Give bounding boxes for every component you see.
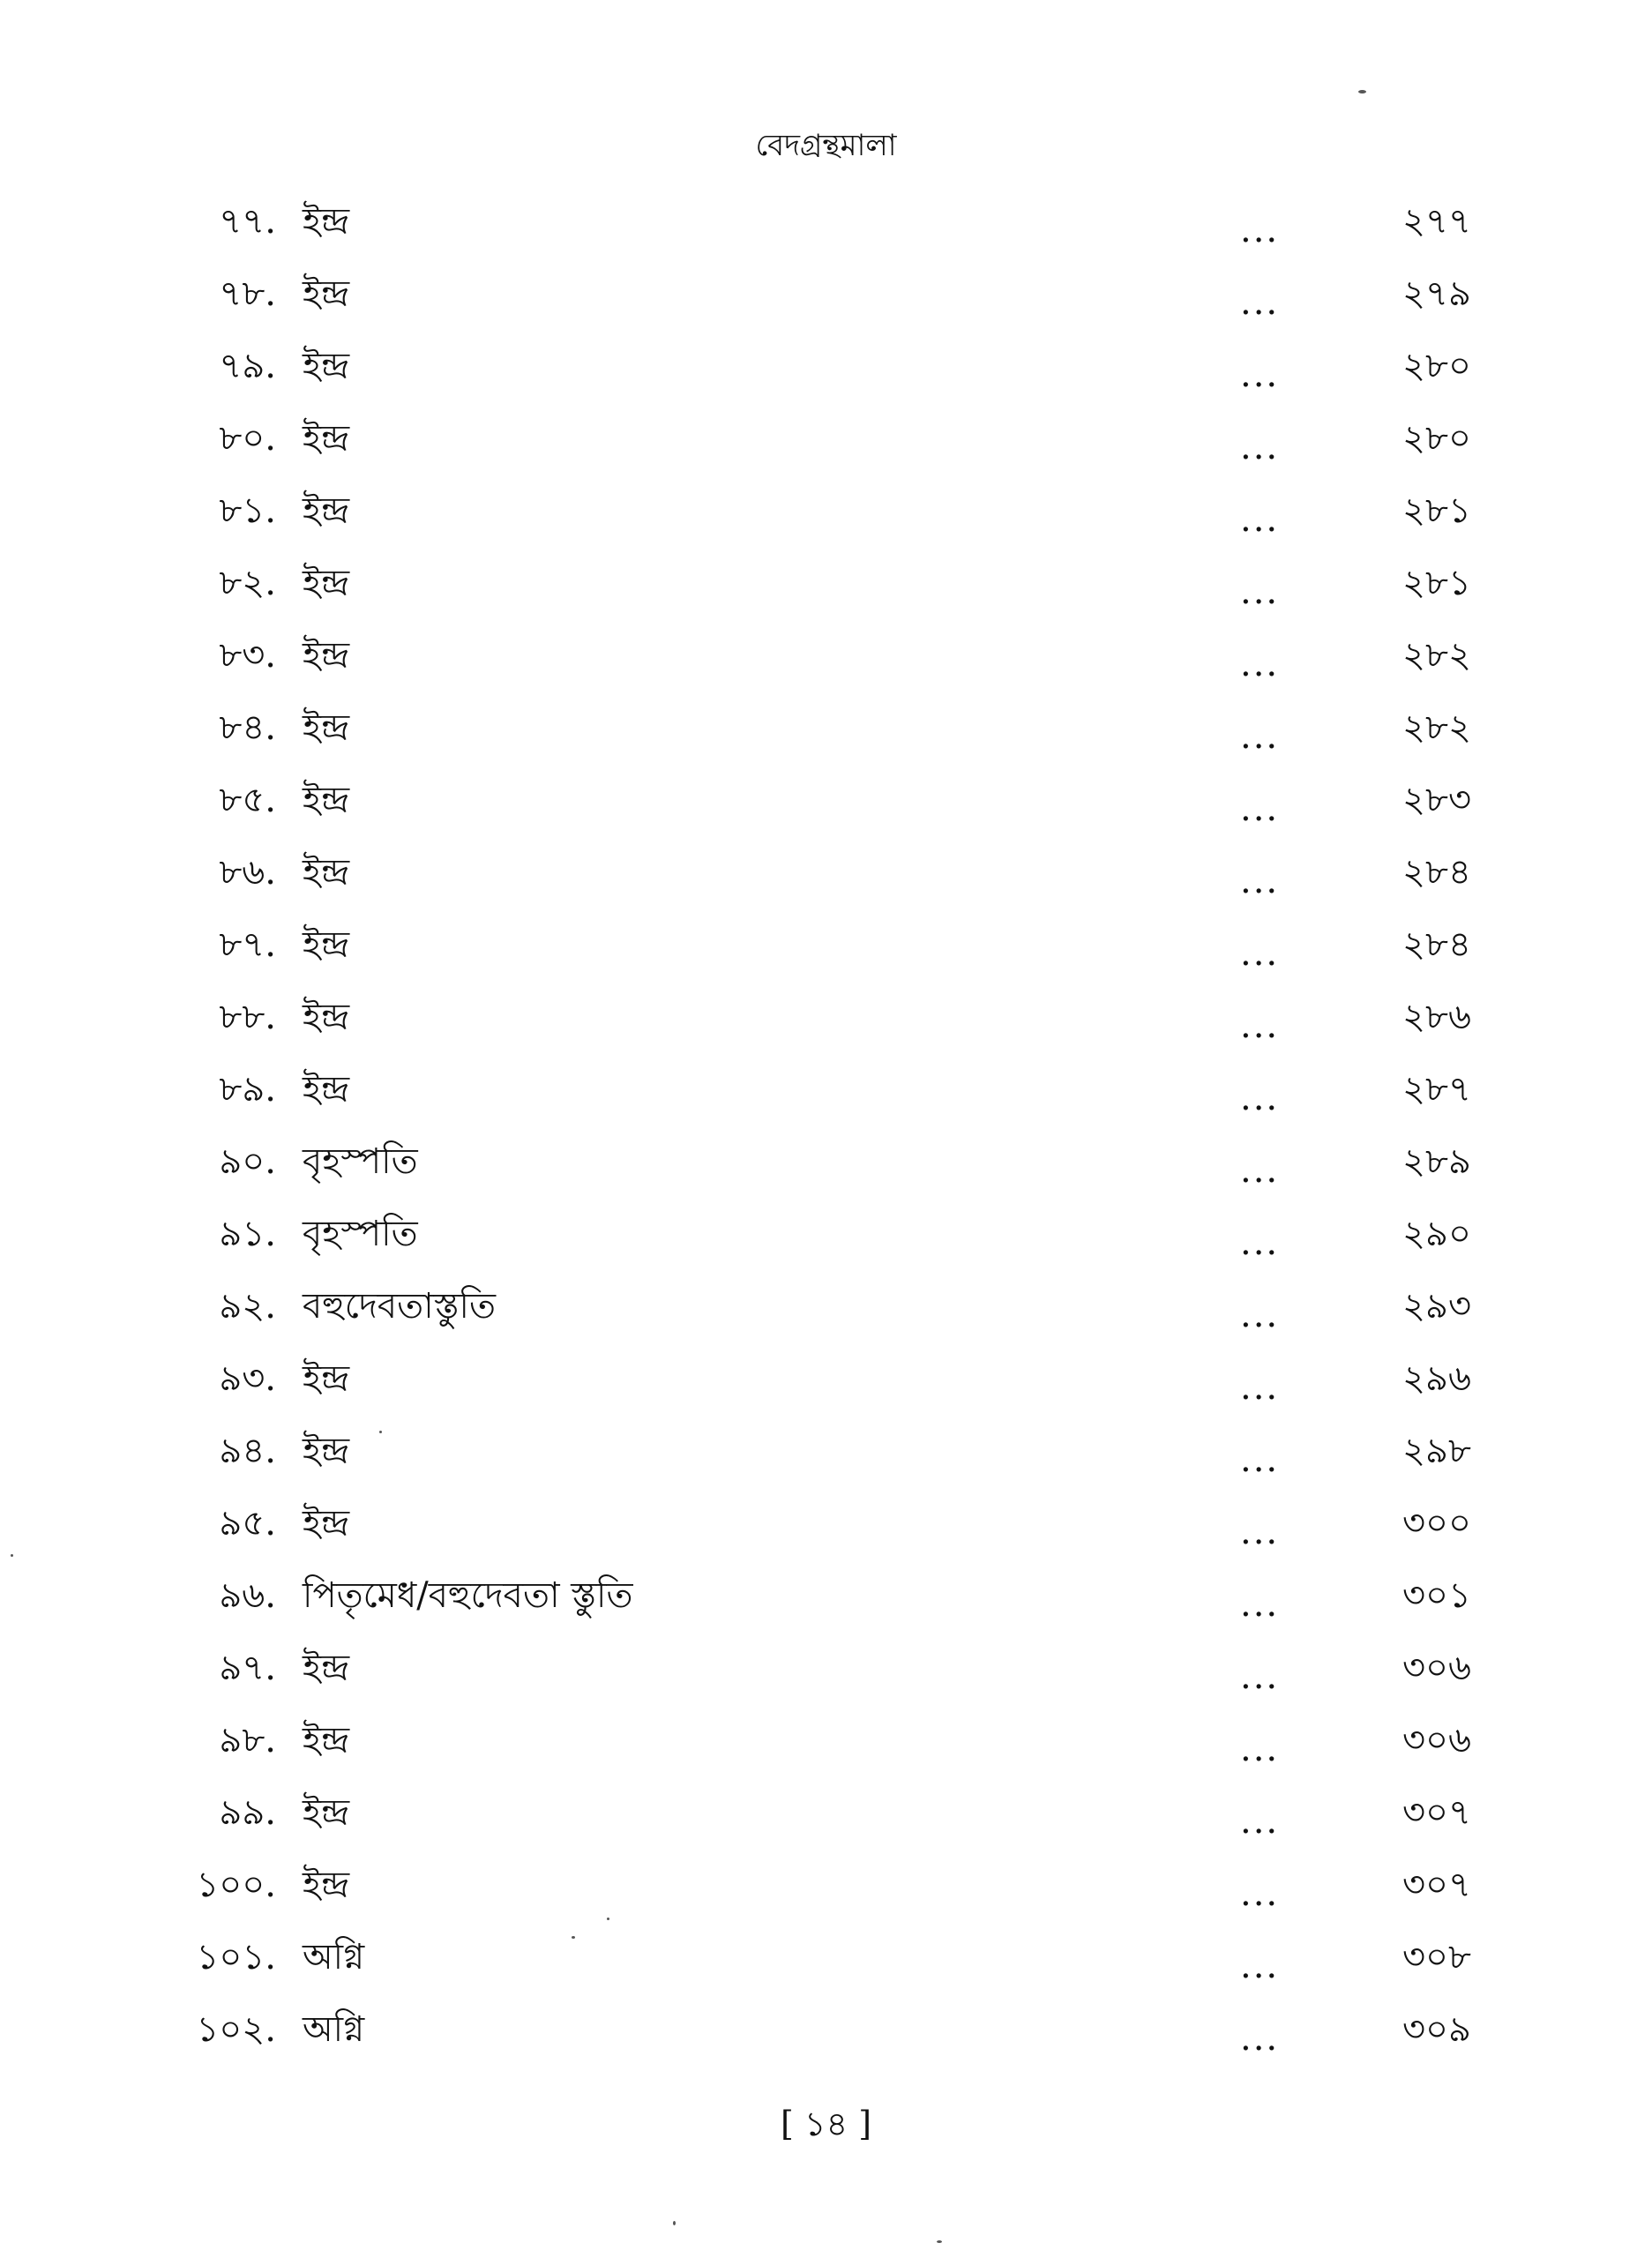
toc-entry bbox=[0, 407, 1652, 479]
entry-number: ৯২. bbox=[219, 1286, 276, 1327]
toc-entry bbox=[0, 913, 1652, 985]
entry-number: ৮৪. bbox=[219, 707, 276, 748]
entry-number: ৮০. bbox=[219, 418, 276, 459]
leader-dots: ... bbox=[1240, 1512, 1280, 1552]
leader-dots: ... bbox=[1240, 1439, 1280, 1480]
entry-page-number: ২৮১ bbox=[1402, 490, 1471, 531]
leader-dots: ... bbox=[1240, 1006, 1280, 1046]
scan-speck bbox=[572, 1936, 575, 1939]
toc-entry bbox=[0, 1347, 1652, 1419]
toc-entry bbox=[0, 479, 1652, 551]
entry-title: ইন্দ্র bbox=[303, 273, 350, 314]
entry-page-number: ৩০৯ bbox=[1402, 2009, 1471, 2050]
toc-entry bbox=[0, 190, 1652, 262]
entry-title: ইন্দ্র bbox=[303, 1792, 350, 1833]
entry-number: ৮৭. bbox=[219, 924, 276, 965]
scan-speck bbox=[379, 1431, 382, 1433]
leader-dots: ... bbox=[1240, 1801, 1280, 1842]
entry-title: ইন্দ্র bbox=[303, 1358, 350, 1399]
entry-number: ৮২. bbox=[219, 563, 276, 603]
leader-dots: ... bbox=[1240, 1946, 1280, 1986]
toc-entry bbox=[0, 551, 1652, 624]
entry-number: ৯৬. bbox=[219, 1575, 276, 1616]
entry-title: ইন্দ্র bbox=[303, 1648, 350, 1688]
leader-dots: ... bbox=[1240, 644, 1280, 684]
entry-title: অগ্নি bbox=[303, 1937, 365, 1978]
entry-number: ৮৮. bbox=[219, 997, 276, 1037]
entry-number: ৭৮. bbox=[219, 273, 276, 314]
entry-title: ইন্দ্র bbox=[303, 1720, 350, 1761]
leader-dots: ... bbox=[1240, 572, 1280, 612]
leader-dots: ... bbox=[1240, 1656, 1280, 1697]
entry-page-number: ২৮১ bbox=[1402, 563, 1471, 603]
entry-page-number: ২৮৩ bbox=[1402, 780, 1471, 820]
entry-number: ৯৭. bbox=[219, 1648, 276, 1688]
entry-page-number: ৩০৭ bbox=[1402, 1865, 1472, 1905]
entry-page-number: ২৮০ bbox=[1402, 346, 1471, 386]
entry-title: বহুদেবতাস্তুতি bbox=[303, 1286, 496, 1327]
entry-title: ইন্দ্র bbox=[303, 1865, 350, 1905]
entry-page-number: ২৮০ bbox=[1402, 418, 1471, 459]
toc-entry bbox=[0, 262, 1652, 334]
entry-number: ৯০. bbox=[219, 1141, 276, 1182]
entry-page-number: ২৭৯ bbox=[1402, 273, 1471, 314]
entry-page-number: ৩০৬ bbox=[1402, 1648, 1472, 1688]
entry-title: ইন্দ্র bbox=[303, 780, 350, 820]
toc-entry bbox=[0, 1275, 1652, 1347]
toc-entry bbox=[0, 1058, 1652, 1130]
entry-page-number: ২৮২ bbox=[1402, 635, 1471, 676]
entry-page-number: ২৮৪ bbox=[1402, 924, 1471, 965]
toc-entry bbox=[0, 768, 1652, 841]
entry-page-number: ২৮৪ bbox=[1402, 852, 1471, 893]
leader-dots: ... bbox=[1240, 499, 1280, 540]
toc-entry bbox=[0, 624, 1652, 696]
entry-page-number: ২৯৩ bbox=[1402, 1286, 1471, 1327]
entry-page-number: ২৮৬ bbox=[1402, 997, 1471, 1037]
toc-entry bbox=[0, 1998, 1652, 2070]
entry-page-number: ২৮৯ bbox=[1402, 1141, 1471, 1182]
entry-number: ১০১. bbox=[196, 1937, 276, 1978]
entry-title: ইন্দ্র bbox=[303, 201, 350, 242]
entry-number: ৮৫. bbox=[219, 780, 276, 820]
entry-page-number: ২৯৮ bbox=[1402, 1431, 1471, 1471]
toc-entry bbox=[0, 334, 1652, 407]
leader-dots: ... bbox=[1240, 282, 1280, 323]
entry-page-number: ৩০১ bbox=[1402, 1575, 1471, 1616]
entry-title: ইন্দ্র bbox=[303, 418, 350, 459]
toc-entry bbox=[0, 1564, 1652, 1636]
entry-title: ইন্দ্র bbox=[303, 563, 350, 603]
entry-page-number: ৩০৮ bbox=[1402, 1937, 1471, 1978]
entry-title: ইন্দ্র bbox=[303, 346, 350, 386]
leader-dots: ... bbox=[1240, 2018, 1280, 2059]
entry-page-number: ৩০৭ bbox=[1402, 1792, 1472, 1833]
entry-title: ইন্দ্র bbox=[303, 1069, 350, 1110]
leader-dots: ... bbox=[1240, 789, 1280, 829]
entry-title: ইন্দ্র bbox=[303, 852, 350, 893]
entry-number: ৭৭. bbox=[219, 201, 276, 242]
entry-number: ৮৯. bbox=[219, 1069, 276, 1110]
toc-entry bbox=[0, 1925, 1652, 1998]
page-number: [ ১৪ ] bbox=[780, 2105, 872, 2143]
toc-entry bbox=[0, 1419, 1652, 1492]
entry-page-number: ৩০৬ bbox=[1402, 1720, 1472, 1761]
toc-entry bbox=[0, 696, 1652, 768]
leader-dots: ... bbox=[1240, 1078, 1280, 1118]
entry-number: ৯৪. bbox=[219, 1431, 276, 1471]
entry-number: ৯৫. bbox=[219, 1503, 276, 1544]
leader-dots: ... bbox=[1240, 716, 1280, 757]
leader-dots: ... bbox=[1240, 861, 1280, 901]
entry-number: ৯১. bbox=[219, 1214, 276, 1254]
toc-entry bbox=[0, 985, 1652, 1058]
entry-number: ৭৯. bbox=[219, 346, 276, 386]
entry-title: অগ্নি bbox=[303, 2009, 365, 2050]
entry-title: ইন্দ্র bbox=[303, 997, 350, 1037]
entry-title: ইন্দ্র bbox=[303, 1503, 350, 1544]
entry-page-number: ২৭৭ bbox=[1402, 201, 1472, 242]
entry-title: ইন্দ্র bbox=[303, 1431, 350, 1471]
entry-page-number: ২৮৭ bbox=[1402, 1069, 1471, 1110]
leader-dots: ... bbox=[1240, 355, 1280, 395]
leader-dots: ... bbox=[1240, 1295, 1280, 1335]
running-header: বেদগ্রন্থমালা bbox=[755, 128, 897, 163]
leader-dots: ... bbox=[1240, 427, 1280, 467]
entry-page-number: ২৯৬ bbox=[1402, 1358, 1471, 1399]
entry-title: ইন্দ্র bbox=[303, 707, 350, 748]
entry-number: ৮৬. bbox=[219, 852, 276, 893]
entry-number: ৮১. bbox=[219, 490, 276, 531]
entry-page-number: ২৯০ bbox=[1402, 1214, 1471, 1254]
scan-speck bbox=[1358, 90, 1366, 93]
entry-number: ৮৩. bbox=[219, 635, 276, 676]
entry-page-number: ৩০০ bbox=[1402, 1503, 1472, 1544]
leader-dots: ... bbox=[1240, 210, 1280, 250]
entry-page-number: ২৮২ bbox=[1402, 707, 1471, 748]
scan-speck bbox=[937, 2240, 942, 2243]
entry-number: ৯৮. bbox=[219, 1720, 276, 1761]
leader-dots: ... bbox=[1240, 933, 1280, 974]
toc-entry bbox=[0, 841, 1652, 913]
toc-entry bbox=[0, 1853, 1652, 1925]
leader-dots: ... bbox=[1240, 1150, 1280, 1191]
leader-dots: ... bbox=[1240, 1222, 1280, 1263]
scan-speck bbox=[673, 2221, 676, 2225]
toc-entry bbox=[0, 1636, 1652, 1708]
leader-dots: ... bbox=[1240, 1729, 1280, 1769]
entry-number: ৯৩. bbox=[219, 1358, 276, 1399]
entry-number: ১০২. bbox=[196, 2009, 276, 2050]
toc-entry bbox=[0, 1130, 1652, 1202]
table-of-contents bbox=[0, 190, 1652, 2070]
leader-dots: ... bbox=[1240, 1584, 1280, 1625]
toc-entry bbox=[0, 1781, 1652, 1853]
scan-speck bbox=[11, 1554, 13, 1557]
entry-number: ১০০. bbox=[196, 1865, 276, 1905]
leader-dots: ... bbox=[1240, 1367, 1280, 1408]
scan-speck bbox=[607, 1918, 609, 1920]
toc-entry bbox=[0, 1708, 1652, 1781]
entry-title: ইন্দ্র bbox=[303, 490, 350, 531]
entry-number: ৯৯. bbox=[219, 1792, 276, 1833]
toc-entry bbox=[0, 1202, 1652, 1275]
leader-dots: ... bbox=[1240, 1873, 1280, 1914]
entry-title: ইন্দ্র bbox=[303, 924, 350, 965]
entry-title: ইন্দ্র bbox=[303, 635, 350, 676]
entry-title: বৃহস্পতি bbox=[303, 1141, 418, 1182]
entry-title: বৃহস্পতি bbox=[303, 1214, 418, 1254]
entry-title: পিতৃমেধ/বহুদেবতা স্তুতি bbox=[303, 1575, 633, 1616]
toc-entry bbox=[0, 1492, 1652, 1564]
